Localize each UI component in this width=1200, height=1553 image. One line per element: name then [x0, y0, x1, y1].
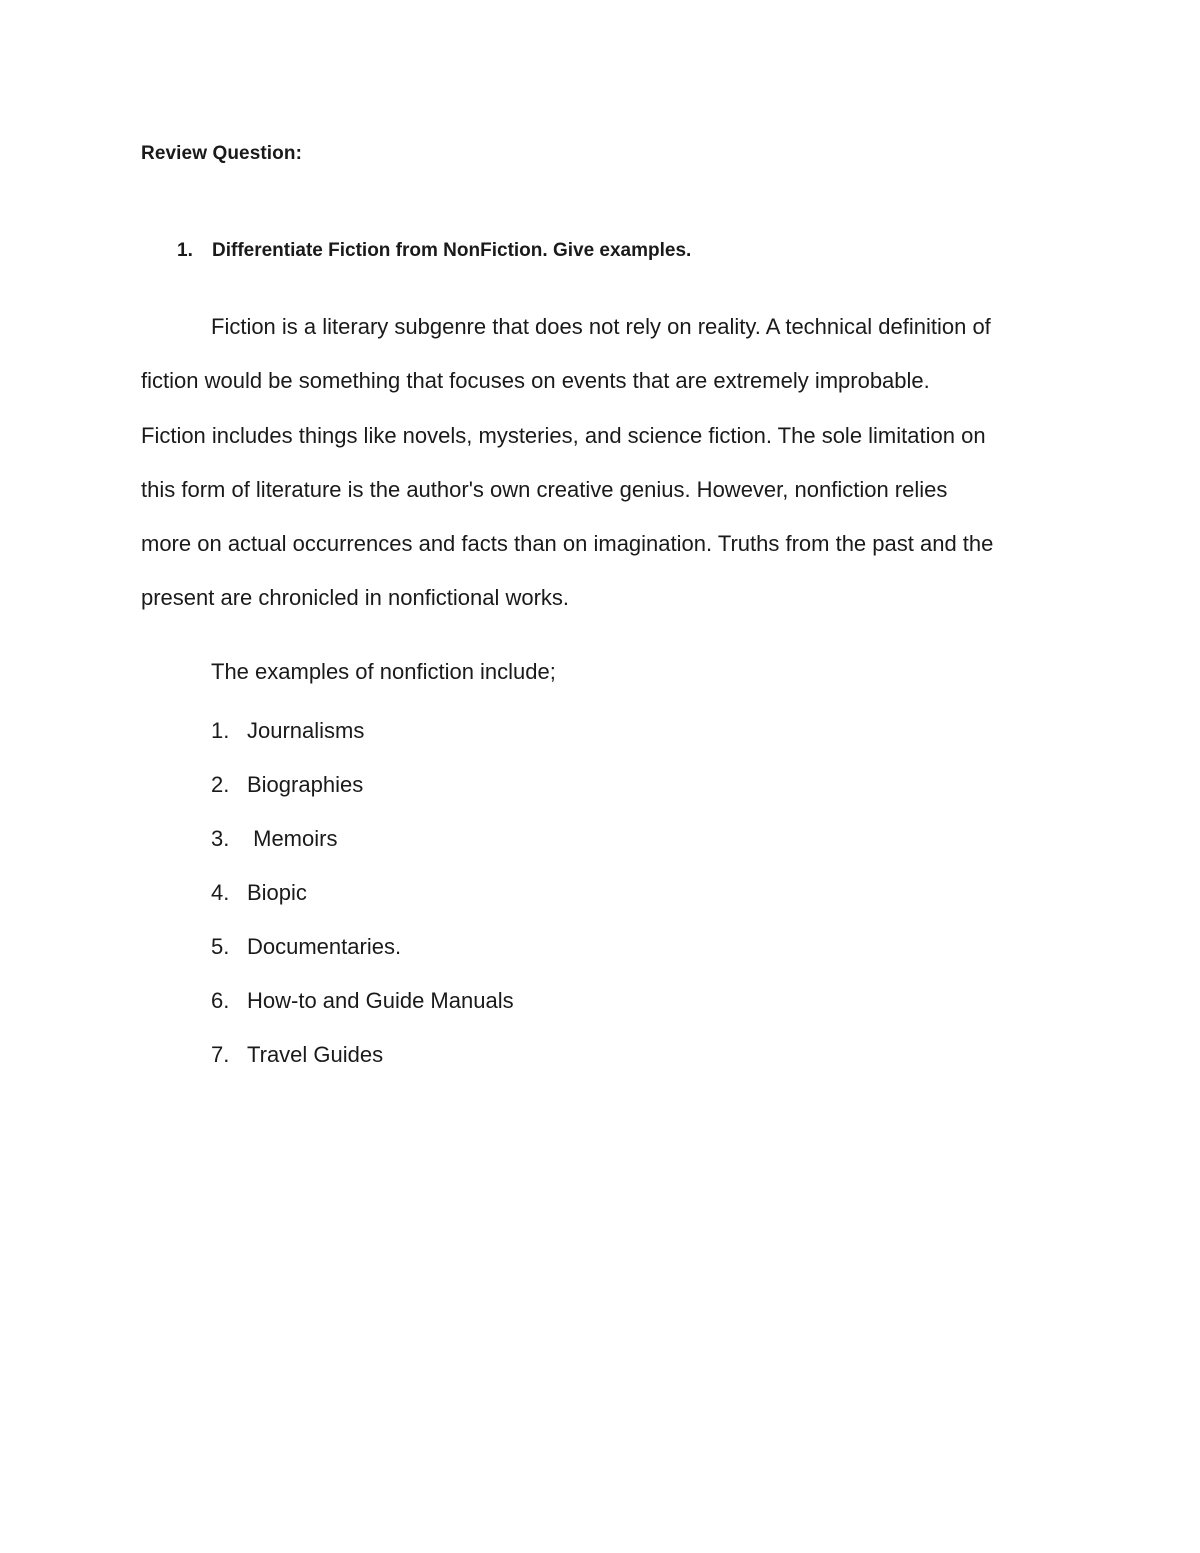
list-item — [211, 880, 514, 934]
answer-line: fiction would be something that focuses on events that are extremely improbable. — [141, 368, 930, 394]
list-item-text: Biographies — [247, 772, 364, 797]
question-number: 1. — [177, 240, 193, 261]
list-item — [211, 1042, 514, 1096]
list-item-text: Documentaries. — [247, 934, 402, 959]
list-item-text: Journalisms — [247, 718, 365, 743]
list-item-number: 6. — [211, 988, 230, 1013]
list-item — [211, 826, 514, 880]
page-heading: Review Question: — [141, 143, 303, 164]
answer-paragraph — [141, 300, 1061, 626]
answer-line: present are chronicled in nonfictional works. — [141, 585, 570, 611]
list-item-text: Memoirs — [247, 826, 338, 851]
list-item-number: 4. — [211, 880, 230, 905]
list-item-number: 2. — [211, 772, 230, 797]
list-item-number: 3. — [211, 826, 230, 851]
list-item — [211, 988, 514, 1042]
review-question — [177, 240, 691, 262]
answer-line: this form of literature is the author's own creative genius. However, nonfiction relies — [141, 476, 948, 502]
answer-line: more on actual occurrences and facts than on imagination. Truths from the past and the — [141, 531, 994, 557]
examples-list — [211, 718, 514, 1096]
list-item — [211, 934, 514, 988]
list-item — [211, 718, 514, 772]
list-item-text: Travel Guides — [247, 1042, 384, 1067]
list-item-number: 1. — [211, 718, 230, 743]
list-item-text: How-to and Guide Manuals — [247, 988, 514, 1013]
examples-intro: The examples of nonfiction include; — [211, 659, 556, 684]
answer-line: Fiction includes things like novels, mysteries, and science fiction. The sole limitation on — [141, 422, 986, 448]
answer-line: Fiction is a literary subgenre that does not rely on reality. A technical definition of — [211, 314, 991, 339]
list-item-number: 5. — [211, 934, 230, 959]
question-text: Differentiate Fiction from NonFiction. Give examples. — [212, 240, 692, 261]
list-item — [211, 772, 514, 826]
list-item-text: Biopic — [247, 880, 307, 905]
list-item-number: 7. — [211, 1042, 230, 1067]
